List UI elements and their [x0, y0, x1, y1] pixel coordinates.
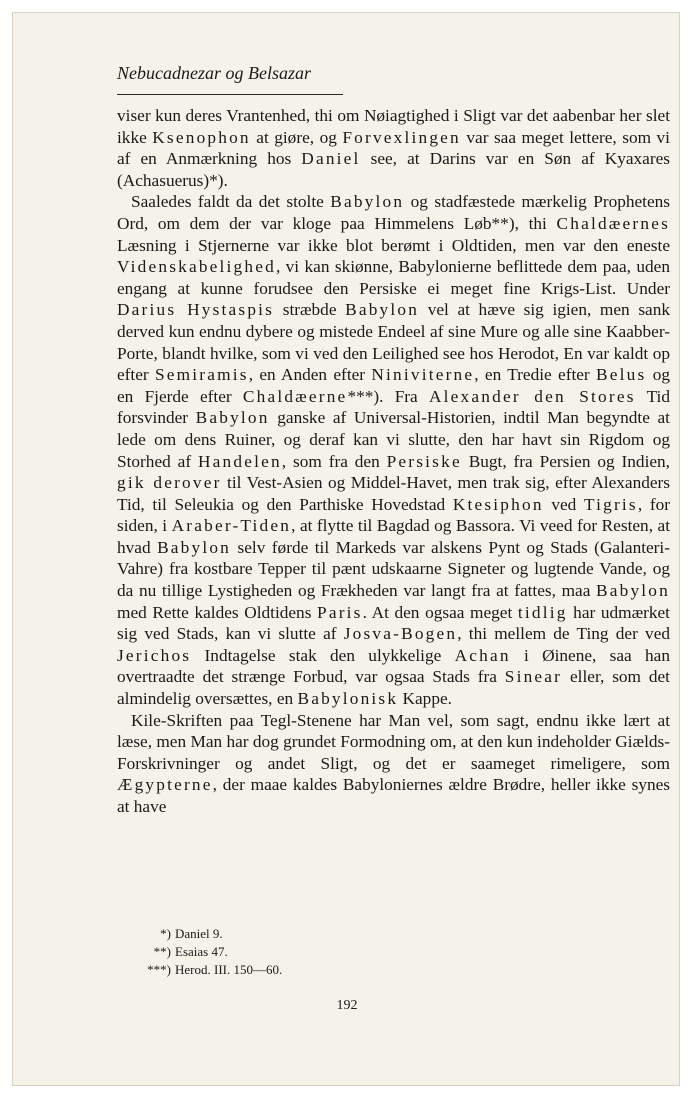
- footnote-3: [137, 961, 282, 979]
- spaced-emphasis: Jerichos: [117, 645, 192, 665]
- paragraph-3: [117, 710, 670, 818]
- text-run: ganske af Universal-Historien, indtil Man begyndte at lede om dens Ruiner, og deraf kan vi slutte, den har havt sin Rigdom og Storhed af: [117, 408, 670, 471]
- text-run: , som fra den: [281, 451, 387, 471]
- text-run: i Øinene, saa han overtraadte det strænge Forbud, var ogsaa Stads fra: [117, 645, 670, 687]
- text-run: see, at Darins var en Søn af Kyaxares (Achasuerus)*).: [117, 149, 670, 190]
- spaced-emphasis: Babylon: [195, 408, 270, 428]
- spaced-emphasis: Tigris: [583, 494, 638, 514]
- spaced-emphasis: Araber-Tiden: [171, 516, 292, 536]
- text-run: , at flytte til Bagdad og Bassora. Vi veed for Resten, at hvad: [117, 516, 670, 557]
- text-run: til Vest-Asien og Middel-Havet, men trak sig, efter Alexanders Tid, til Seleukia og den Parthiske Hovedstad: [117, 473, 671, 514]
- spaced-emphasis: Ægypterne: [117, 775, 213, 795]
- text-run: . At den ogsaa meget: [362, 602, 518, 622]
- text-run: Indtagelse stak den ulykkelige: [191, 645, 455, 665]
- spaced-emphasis: Babylon: [330, 192, 405, 212]
- footnote-text: Herod. III. 150—60.: [175, 962, 283, 977]
- text-run: ved: [543, 494, 584, 514]
- spaced-emphasis: Babylon: [157, 537, 232, 557]
- text-run: var saa meget lettere, som vi af en Anmærkning hos: [117, 127, 670, 169]
- spaced-emphasis: tidlig: [517, 602, 568, 622]
- text-run: viser kun deres Vrantenhed, thi om Nøiagtighed i Sligt var det aabenbar her slet ikke: [117, 106, 670, 147]
- spaced-emphasis: Babylonisk: [297, 689, 399, 709]
- spaced-emphasis: gik derover: [117, 473, 222, 493]
- spaced-emphasis: Videnskabelighed: [117, 257, 276, 277]
- text-run: stræbde: [274, 300, 346, 320]
- text-run: at giøre, og: [250, 127, 343, 147]
- spaced-emphasis: Chaldæerne: [242, 386, 348, 406]
- spaced-emphasis: Paris: [317, 602, 363, 622]
- spaced-emphasis: Babylon: [345, 300, 420, 320]
- text-run: vel at hæve sig igien, men sank derved kun endnu dybere og mistede Endeel af sine Mure og alle sine Kaabber-Porte, blandt hvilke, som vi ved den Leilighed see hos Herodot, En var kaldt op efter: [117, 300, 670, 385]
- footnote-1: [137, 925, 282, 943]
- footnote-text: Esaias 47.: [175, 944, 228, 959]
- footnotes: [137, 925, 282, 979]
- spaced-emphasis: Belus: [596, 365, 647, 385]
- text-run: , der maae kaldes Babyloniernes ældre Brødre, heller ikke synes at have: [117, 775, 670, 816]
- spaced-emphasis: Alexander den Stores: [429, 386, 636, 406]
- paragraph-2: [117, 191, 670, 709]
- text-run: , for siden, i: [117, 494, 671, 536]
- text-run: har udmærket sig ved Stads, kan vi slutte af: [117, 602, 670, 644]
- text-run: , en Anden efter: [248, 365, 372, 385]
- paragraph-1: [117, 105, 670, 191]
- text-run: og stadfæstede mærkelig Prophetens Ord, om dem der var kloge paa Himmelens Løb**), thi: [117, 192, 671, 233]
- text-run: Kile-Skriften paa Tegl-Stenene har Man vel, som sagt, endnu ikke lært at læse, men Man har dog grundet Formodning om, at den kun indeholder Giælds-Forskrivninger og andet Sligt, og det er saameget rimeligere, som: [117, 710, 670, 773]
- text-run: ***). Fra: [347, 386, 429, 406]
- text-run: Bugt, fra Persien og Indien,: [461, 451, 671, 471]
- spaced-emphasis: Ksenophon: [152, 127, 251, 147]
- text-run: med Rette kaldes Oldtidens: [117, 602, 318, 622]
- footnote-mark: ***): [147, 962, 171, 977]
- running-header: Nebucadnezar og Belsazar: [117, 63, 311, 83]
- spaced-emphasis: Niniviterne: [371, 365, 475, 385]
- footnote-mark: *): [160, 926, 171, 941]
- spaced-emphasis: Babylon: [596, 581, 670, 601]
- spaced-emphasis: Achan: [454, 645, 511, 665]
- book-page: [12, 12, 680, 1086]
- spaced-emphasis: Handelen: [197, 451, 282, 471]
- footnote-text: Daniel 9.: [175, 926, 223, 941]
- spaced-emphasis: Chaldæernes: [556, 213, 670, 233]
- spaced-emphasis: Persiske: [386, 451, 462, 471]
- text-run: , vi kan skiønne, Babylonierne beflittede dem paa, uden engang at kunne forudsee den Persiske ei meget fine Krigs-List. Under: [117, 257, 670, 298]
- footnote-mark: **): [153, 944, 171, 959]
- header-rule: [117, 94, 343, 95]
- footnote-2: [137, 943, 282, 961]
- spaced-emphasis: Forvexlingen: [342, 127, 461, 147]
- text-run: Saaledes faldt da det stolte: [131, 192, 331, 212]
- text-run: selv førde til Markeds var alskens Pynt og Stads (Galanteri-Vahre) fra kostbare Tepper til pænt udskaarne Signeter og lugtende Vande, og da nu tillige Lystigheden og Frækheden var langt fra at fattes, maa: [117, 537, 670, 601]
- text-run: , thi mellem de Ting der ved: [457, 624, 671, 644]
- spaced-emphasis: Daniel: [301, 149, 361, 169]
- spaced-emphasis: Semiramis: [154, 365, 249, 385]
- text-run: eller, som det almindelig oversættes, en: [117, 667, 670, 709]
- text-run: Læsning i Stjernerne var ikke blot berømt i Oldtiden, men var den eneste: [117, 235, 670, 255]
- spaced-emphasis: Darius Hystaspis: [117, 300, 275, 320]
- spaced-emphasis: Ktesiphon: [452, 494, 544, 514]
- text-run: , en Tredie efter: [474, 365, 596, 385]
- text-run: Kappe.: [398, 689, 452, 709]
- text-run: Tid forsvinder: [117, 386, 670, 428]
- spaced-emphasis: Josva-Bogen: [343, 624, 458, 644]
- text-run: og en Fjerde efter: [117, 365, 670, 406]
- page-number: 192: [336, 998, 358, 1013]
- spaced-emphasis: Sinear: [504, 667, 563, 687]
- body-text: [117, 105, 670, 818]
